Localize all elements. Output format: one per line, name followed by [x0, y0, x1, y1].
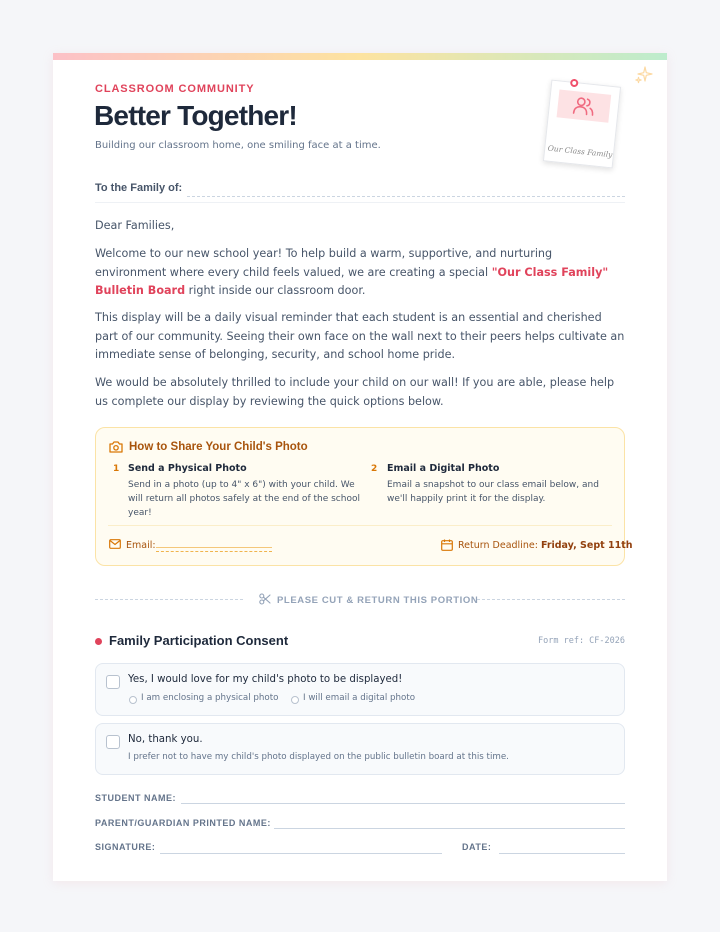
- yes-checkbox[interactable]: [106, 675, 120, 689]
- letter-greeting: Dear Families,: [95, 219, 175, 232]
- option-number: 1: [113, 464, 120, 474]
- camera-icon: [109, 440, 123, 453]
- student-name-label: STUDENT NAME:: [95, 793, 176, 803]
- student-name-field[interactable]: [181, 803, 625, 804]
- section-dot: [95, 638, 102, 645]
- email-label: Email:: [126, 540, 156, 551]
- yes-label: Yes, I would love for my child's photo to be displayed!: [128, 674, 403, 685]
- letter-paragraph-welcome: [95, 245, 625, 301]
- letter-paragraph-request: We would be absolutely thrilled to include your child on our wall! If you are able, please help us complete our display by reviewing the quick options below.: [95, 376, 615, 408]
- digital-photo-label: I will email a digital photo: [303, 693, 416, 703]
- divider: [108, 525, 612, 526]
- form-reference: Form ref: CF-2026: [538, 636, 625, 646]
- deadline-value: Friday, Sept 11th: [540, 540, 633, 551]
- signature-field[interactable]: [160, 853, 442, 854]
- email-field[interactable]: [156, 547, 272, 548]
- no-description: I prefer not to have my child's photo displayed on the public bulletin board at this time.: [128, 752, 509, 762]
- consent-no-option[interactable]: [95, 723, 625, 775]
- deadline-label: Return Deadline:: [458, 540, 538, 551]
- letter-paragraph-purpose: This display will be a daily visual reminder that each student is an essential and cherished part of our community. Seeing their own face on the wall next to their peers helps cultivate an immediate sense of belonging, security, and school home pride.: [95, 311, 625, 362]
- pin-icon: [570, 79, 579, 88]
- no-checkbox[interactable]: [106, 735, 120, 749]
- parent-name-field[interactable]: [274, 828, 625, 829]
- calendar-icon: [441, 539, 453, 551]
- share-box-title: How to Share Your Child's Photo: [129, 441, 308, 453]
- bulletin-board-highlight: "Our Class Family" Bulletin Board: [95, 265, 609, 298]
- consent-title: Family Participation Consent: [109, 633, 289, 648]
- page-title: Better Together!: [94, 100, 297, 131]
- welcome-text: Welcome to our new school year! To help build a warm, supportive, and nurturing environment where every child feels valued, we are creating a special: [95, 247, 553, 279]
- physical-photo-label: I am enclosing a physical photo: [141, 693, 279, 703]
- eyebrow-label: CLASSROOM COMMUNITY: [95, 83, 255, 95]
- option-desc-physical: Send in a photo (up to 4" x 6") with your child. We will return all photos safely at the end of the school year!: [128, 480, 360, 518]
- mail-icon: [109, 539, 121, 549]
- consent-yes-option[interactable]: [95, 663, 625, 716]
- date-field[interactable]: [499, 853, 625, 854]
- divider: [95, 202, 625, 203]
- date-label: DATE:: [462, 842, 492, 852]
- page-subtitle: Building our classroom home, one smiling face at a time.: [95, 140, 381, 151]
- option-title-digital: Email a Digital Photo: [387, 463, 500, 474]
- email-field-underline: [156, 551, 272, 552]
- signature-label: SIGNATURE:: [95, 842, 156, 852]
- gradient-top-bar: [53, 53, 667, 60]
- digital-photo-radio[interactable]: [291, 696, 299, 704]
- to-family-label: To the Family of:: [95, 182, 183, 194]
- polaroid-photo: [543, 80, 621, 169]
- no-label: No, thank you.: [128, 734, 203, 745]
- sparkle-icon: [635, 66, 653, 84]
- cut-line-left: [95, 599, 243, 600]
- welcome-text-end: right inside our classroom door.: [185, 284, 366, 298]
- physical-photo-radio[interactable]: [129, 696, 137, 704]
- option-title-physical: Send a Physical Photo: [128, 463, 247, 474]
- return-deadline: [458, 540, 633, 551]
- parent-name-label: PARENT/GUARDIAN PRINTED NAME:: [95, 818, 271, 828]
- share-photo-box: [95, 427, 633, 566]
- cut-instructions: PLEASE CUT & RETURN THIS PORTION: [277, 595, 479, 606]
- flyer-page: [53, 53, 667, 881]
- option-desc-digital: Email a snapshot to our class email below, and we'll happily print it for the display.: [387, 480, 599, 504]
- cut-line-right: [477, 599, 625, 600]
- scissors-icon: [259, 593, 271, 605]
- polaroid-caption: Our Class Family: [547, 143, 613, 160]
- family-icon: [557, 89, 612, 122]
- option-number: 2: [371, 464, 378, 474]
- to-family-field[interactable]: [187, 196, 625, 197]
